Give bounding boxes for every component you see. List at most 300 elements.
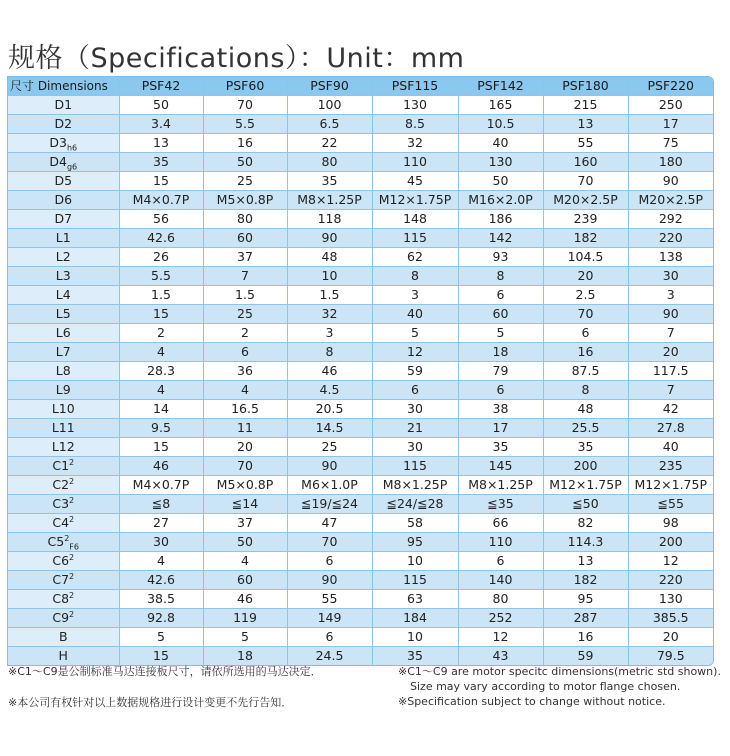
- table-cell: 42.6: [119, 571, 203, 590]
- table-cell: 48: [543, 400, 628, 419]
- row-label-superscript: 2: [69, 590, 75, 600]
- table-cell: 8: [458, 267, 543, 286]
- table-row: [8, 115, 713, 134]
- row-label-text: C7: [52, 572, 70, 587]
- table-row: [8, 647, 713, 666]
- table-cell: 7: [628, 381, 713, 400]
- table-row: [8, 590, 713, 609]
- table-cell: M8×1.25P: [458, 476, 543, 495]
- table-cell: 11: [203, 419, 287, 438]
- table-cell: 145: [458, 457, 543, 476]
- row-label: [8, 438, 119, 457]
- table-cell: 90: [628, 172, 713, 191]
- table-cell: 6: [458, 381, 543, 400]
- table-cell: 59: [372, 362, 458, 381]
- table-cell: 5: [372, 324, 458, 343]
- row-label-text: L8: [55, 363, 71, 378]
- table-cell: 119: [203, 609, 287, 628]
- table-cell: 30: [372, 400, 458, 419]
- table-cell: 6.5: [287, 115, 372, 134]
- table-cell: 24.5: [287, 647, 372, 666]
- row-label-text: D7: [54, 211, 73, 226]
- row-label-text: C8: [52, 591, 70, 606]
- table-cell: 43: [458, 647, 543, 666]
- table-cell: M8×1.25P: [287, 191, 372, 210]
- table-cell: 55: [287, 590, 372, 609]
- table-cell: ≦8: [119, 495, 203, 514]
- table-cell: 114.3: [543, 533, 628, 552]
- table-cell: 4: [203, 381, 287, 400]
- row-label-text: L12: [51, 439, 75, 454]
- row-label-superscript: 2: [69, 552, 75, 562]
- row-label-text: B: [58, 629, 68, 644]
- table-cell: 70: [203, 96, 287, 115]
- table-cell: 292: [628, 210, 713, 229]
- table-cell: 42: [628, 400, 713, 419]
- table-cell: 186: [458, 210, 543, 229]
- table-cell: 3: [287, 324, 372, 343]
- table-cell: 200: [543, 457, 628, 476]
- row-label: [8, 153, 119, 172]
- table-cell: 138: [628, 248, 713, 267]
- note-en-2: Size may vary according to motor flange chosen.: [410, 680, 681, 693]
- table-cell: 14: [119, 400, 203, 419]
- header-dimensions-label: 尺寸 Dimensions: [8, 77, 119, 96]
- table-cell: 10: [372, 552, 458, 571]
- table-cell: M5×0.8P: [203, 191, 287, 210]
- table-cell: 48: [287, 248, 372, 267]
- table-cell: 47: [287, 514, 372, 533]
- row-label: [8, 324, 119, 343]
- row-label: [8, 514, 119, 533]
- table-cell: M12×1.75P: [372, 191, 458, 210]
- table-cell: 15: [119, 305, 203, 324]
- table-cell: 17: [628, 115, 713, 134]
- table-cell: 40: [628, 438, 713, 457]
- table-cell: 130: [372, 96, 458, 115]
- header-model: PSF220: [628, 77, 713, 96]
- table-row: [8, 324, 713, 343]
- row-label: [8, 115, 119, 134]
- header-model: PSF180: [543, 77, 628, 96]
- table-cell: 95: [543, 590, 628, 609]
- table-cell: 62: [372, 248, 458, 267]
- table-cell: 20: [628, 628, 713, 647]
- table-cell: 20.5: [287, 400, 372, 419]
- table-cell: 115: [372, 457, 458, 476]
- table-cell: 15: [119, 647, 203, 666]
- table-row: [8, 229, 713, 248]
- row-label: [8, 362, 119, 381]
- table-row: [8, 400, 713, 419]
- note-cn-1: ※C1～C9是公制标准马达连接板尺寸，请依所选用的马达决定．: [8, 665, 322, 678]
- table-cell: 252: [458, 609, 543, 628]
- row-label: [8, 457, 119, 476]
- row-label-text: L10: [51, 401, 75, 416]
- table-cell: 32: [372, 134, 458, 153]
- table-cell: 12: [628, 552, 713, 571]
- table-cell: 56: [119, 210, 203, 229]
- table-cell: 4: [119, 381, 203, 400]
- table-cell: M12×1.75P: [628, 476, 713, 495]
- row-label-text: D3: [49, 135, 67, 150]
- table-row: [8, 191, 713, 210]
- table-cell: 38.5: [119, 590, 203, 609]
- table-cell: 2.5: [543, 286, 628, 305]
- table-cell: 10: [287, 267, 372, 286]
- table-cell: 36: [203, 362, 287, 381]
- table-cell: 25: [203, 172, 287, 191]
- specifications-table-container: [7, 76, 714, 666]
- table-cell: 66: [458, 514, 543, 533]
- table-cell: 35: [543, 438, 628, 457]
- table-cell: 35: [372, 647, 458, 666]
- row-label: [8, 590, 119, 609]
- row-label: [8, 533, 119, 552]
- table-cell: 90: [287, 571, 372, 590]
- table-cell: 35: [119, 153, 203, 172]
- table-cell: 13: [543, 552, 628, 571]
- table-cell: 50: [119, 96, 203, 115]
- table-cell: 6: [458, 552, 543, 571]
- row-label-text: C3: [52, 496, 70, 511]
- table-row: [8, 286, 713, 305]
- table-cell: 149: [287, 609, 372, 628]
- table-cell: M4×0.7P: [119, 476, 203, 495]
- row-label-superscript: 2: [69, 457, 75, 467]
- table-row: [8, 514, 713, 533]
- table-cell: 95: [372, 533, 458, 552]
- table-cell: 117.5: [628, 362, 713, 381]
- row-label-superscript: 2: [69, 476, 75, 486]
- table-cell: 4: [119, 552, 203, 571]
- table-cell: 10: [372, 628, 458, 647]
- row-label: [8, 286, 119, 305]
- row-label: [8, 381, 119, 400]
- table-cell: 80: [458, 590, 543, 609]
- table-body: [8, 96, 713, 666]
- table-cell: 70: [287, 533, 372, 552]
- row-label-text: D5: [54, 173, 73, 188]
- row-label-superscript: 2: [69, 495, 75, 505]
- table-row: [8, 267, 713, 286]
- table-cell: 20: [203, 438, 287, 457]
- table-cell: 8.5: [372, 115, 458, 134]
- row-label-text: L4: [55, 287, 71, 302]
- row-label: [8, 96, 119, 115]
- table-cell: 87.5: [543, 362, 628, 381]
- table-cell: 18: [203, 647, 287, 666]
- row-label: [8, 172, 119, 191]
- table-cell: 93: [458, 248, 543, 267]
- table-cell: 50: [458, 172, 543, 191]
- row-label: [8, 571, 119, 590]
- table-cell: 42.6: [119, 229, 203, 248]
- table-cell: 13: [119, 134, 203, 153]
- row-label: [8, 419, 119, 438]
- row-label-text: C9: [52, 610, 70, 625]
- table-cell: 4: [119, 343, 203, 362]
- table-cell: 4.5: [287, 381, 372, 400]
- row-label: [8, 191, 119, 210]
- table-row: [8, 419, 713, 438]
- table-cell: 115: [372, 571, 458, 590]
- table-cell: 385.5: [628, 609, 713, 628]
- table-cell: 182: [543, 229, 628, 248]
- row-label-subscript: F6: [69, 542, 79, 552]
- table-cell: 35: [458, 438, 543, 457]
- table-cell: 4: [203, 552, 287, 571]
- table-cell: 7: [203, 267, 287, 286]
- table-cell: M4×0.7P: [119, 191, 203, 210]
- table-cell: 6: [287, 552, 372, 571]
- row-label-text: D2: [54, 116, 73, 131]
- row-label: [8, 248, 119, 267]
- row-label: [8, 476, 119, 495]
- table-cell: 6: [543, 324, 628, 343]
- table-cell: 18: [458, 343, 543, 362]
- table-cell: 27: [119, 514, 203, 533]
- row-label: [8, 400, 119, 419]
- row-label-text: H: [58, 648, 68, 663]
- row-label-text: D1: [54, 97, 73, 112]
- table-row: [8, 533, 713, 552]
- table-cell: 58: [372, 514, 458, 533]
- table-row: [8, 571, 713, 590]
- row-label: [8, 210, 119, 229]
- page-title: 规格（Specifications）：Unit：mm: [8, 43, 465, 74]
- table-cell: 21: [372, 419, 458, 438]
- table-row: [8, 381, 713, 400]
- row-label-text: C6: [52, 553, 70, 568]
- table-row: [8, 552, 713, 571]
- table-cell: 80: [203, 210, 287, 229]
- table-cell: 2: [119, 324, 203, 343]
- table-cell: 130: [628, 590, 713, 609]
- table-cell: 1.5: [287, 286, 372, 305]
- row-label-superscript: 2: [69, 514, 75, 524]
- note-en-3: ※Specification subject to change without notice.: [398, 695, 666, 708]
- table-cell: 250: [628, 96, 713, 115]
- table-row: [8, 438, 713, 457]
- table-cell: 16: [543, 343, 628, 362]
- table-cell: 235: [628, 457, 713, 476]
- table-cell: M12×1.75P: [543, 476, 628, 495]
- table-cell: 13: [543, 115, 628, 134]
- table-cell: 182: [543, 571, 628, 590]
- table-cell: 16: [543, 628, 628, 647]
- table-header-row: [8, 77, 713, 96]
- table-cell: 22: [287, 134, 372, 153]
- table-cell: ≦50: [543, 495, 628, 514]
- table-cell: 82: [543, 514, 628, 533]
- table-cell: 60: [458, 305, 543, 324]
- row-label-subscript: h6: [66, 143, 78, 153]
- table-cell: 60: [203, 571, 287, 590]
- table-cell: 220: [628, 229, 713, 248]
- row-label: [8, 628, 119, 647]
- table-cell: 35: [287, 172, 372, 191]
- table-cell: 30: [372, 438, 458, 457]
- table-cell: 200: [628, 533, 713, 552]
- table-cell: 46: [203, 590, 287, 609]
- table-cell: 30: [119, 533, 203, 552]
- table-cell: 6: [458, 286, 543, 305]
- row-label-text: L5: [55, 306, 71, 321]
- row-label: [8, 229, 119, 248]
- table-cell: 5.5: [119, 267, 203, 286]
- table-row: [8, 134, 713, 153]
- table-cell: 70: [543, 305, 628, 324]
- note-en-1: ※C1～C9 are motor specitc dimensions(metric std shown).: [398, 665, 721, 678]
- table-cell: 75: [628, 134, 713, 153]
- table-cell: ≦24/≦28: [372, 495, 458, 514]
- table-cell: 110: [458, 533, 543, 552]
- table-cell: 3.4: [119, 115, 203, 134]
- table-row: [8, 172, 713, 191]
- table-cell: 70: [543, 172, 628, 191]
- table-cell: 45: [372, 172, 458, 191]
- header-model: PSF142: [458, 77, 543, 96]
- table-cell: 5: [458, 324, 543, 343]
- table-cell: 27.8: [628, 419, 713, 438]
- table-cell: 165: [458, 96, 543, 115]
- row-label-text: L7: [55, 344, 71, 359]
- table-cell: 50: [203, 153, 287, 172]
- table-cell: 8: [287, 343, 372, 362]
- table-cell: ≦55: [628, 495, 713, 514]
- header-model: PSF60: [203, 77, 287, 96]
- table-cell: 90: [628, 305, 713, 324]
- table-cell: 14.5: [287, 419, 372, 438]
- table-cell: 5.5: [203, 115, 287, 134]
- table-cell: 55: [543, 134, 628, 153]
- table-cell: 12: [372, 343, 458, 362]
- table-row: [8, 476, 713, 495]
- table-cell: 79: [458, 362, 543, 381]
- table-cell: 7: [628, 324, 713, 343]
- table-cell: 160: [543, 153, 628, 172]
- table-cell: 100: [287, 96, 372, 115]
- table-cell: 37: [203, 248, 287, 267]
- table-cell: 8: [372, 267, 458, 286]
- table-row: [8, 153, 713, 172]
- table-cell: 16.5: [203, 400, 287, 419]
- header-model: PSF90: [287, 77, 372, 96]
- row-label: [8, 552, 119, 571]
- table-cell: 1.5: [119, 286, 203, 305]
- note-cn-2: ※本公司有权针对以上数据规格进行设计变更不先行告知．: [8, 696, 293, 709]
- table-cell: 15: [119, 172, 203, 191]
- table-cell: 9.5: [119, 419, 203, 438]
- table-cell: 46: [119, 457, 203, 476]
- table-cell: 6: [203, 343, 287, 362]
- table-cell: 148: [372, 210, 458, 229]
- table-cell: 80: [287, 153, 372, 172]
- table-cell: 180: [628, 153, 713, 172]
- row-label-text: L2: [55, 249, 71, 264]
- table-cell: 12: [458, 628, 543, 647]
- table-cell: 32: [287, 305, 372, 324]
- table-cell: 2: [203, 324, 287, 343]
- table-cell: 79.5: [628, 647, 713, 666]
- table-cell: 38: [458, 400, 543, 419]
- table-row: [8, 343, 713, 362]
- row-label-text: C4: [52, 515, 70, 530]
- table-cell: 15: [119, 438, 203, 457]
- table-cell: 25: [287, 438, 372, 457]
- table-cell: 28.3: [119, 362, 203, 381]
- row-label: [8, 343, 119, 362]
- row-label-subscript: g6: [66, 162, 78, 172]
- table-cell: ≦35: [458, 495, 543, 514]
- table-cell: 8: [543, 381, 628, 400]
- table-cell: 3: [372, 286, 458, 305]
- table-cell: 10.5: [458, 115, 543, 134]
- row-label: [8, 647, 119, 666]
- table-cell: ≦19/≦24: [287, 495, 372, 514]
- table-cell: 90: [287, 457, 372, 476]
- row-label-text: C1: [52, 458, 70, 473]
- table-cell: 287: [543, 609, 628, 628]
- table-cell: 25.5: [543, 419, 628, 438]
- table-cell: 40: [372, 305, 458, 324]
- table-cell: 5: [119, 628, 203, 647]
- row-label: [8, 134, 119, 153]
- table-cell: 60: [203, 229, 287, 248]
- table-cell: 59: [543, 647, 628, 666]
- row-label-text: L11: [51, 420, 75, 435]
- table-cell: 215: [543, 96, 628, 115]
- table-cell: 20: [543, 267, 628, 286]
- table-cell: 92.8: [119, 609, 203, 628]
- table-row: [8, 305, 713, 324]
- row-label-text: D4: [49, 154, 67, 169]
- table-cell: 115: [372, 229, 458, 248]
- table-cell: 30: [628, 267, 713, 286]
- table-cell: 110: [372, 153, 458, 172]
- row-label-text: L9: [55, 382, 71, 397]
- table-row: [8, 210, 713, 229]
- table-cell: 142: [458, 229, 543, 248]
- table-cell: 140: [458, 571, 543, 590]
- row-label-text: L6: [55, 325, 71, 340]
- row-label: [8, 495, 119, 514]
- table-cell: 130: [458, 153, 543, 172]
- row-label-text: L1: [55, 230, 71, 245]
- row-label-text: C2: [52, 477, 70, 492]
- table-cell: 118: [287, 210, 372, 229]
- row-label-text: L3: [55, 268, 71, 283]
- table-cell: 220: [628, 571, 713, 590]
- table-cell: 1.5: [203, 286, 287, 305]
- table-cell: 239: [543, 210, 628, 229]
- table-cell: 5: [203, 628, 287, 647]
- specifications-table: [8, 77, 713, 665]
- table-cell: 104.5: [543, 248, 628, 267]
- row-label: [8, 609, 119, 628]
- table-cell: 184: [372, 609, 458, 628]
- table-cell: 50: [203, 533, 287, 552]
- table-row: [8, 609, 713, 628]
- row-label-text: C5: [47, 534, 65, 549]
- table-cell: 40: [458, 134, 543, 153]
- table-row: [8, 628, 713, 647]
- table-row: [8, 248, 713, 267]
- table-cell: 98: [628, 514, 713, 533]
- table-cell: 25: [203, 305, 287, 324]
- table-cell: M20×2.5P: [628, 191, 713, 210]
